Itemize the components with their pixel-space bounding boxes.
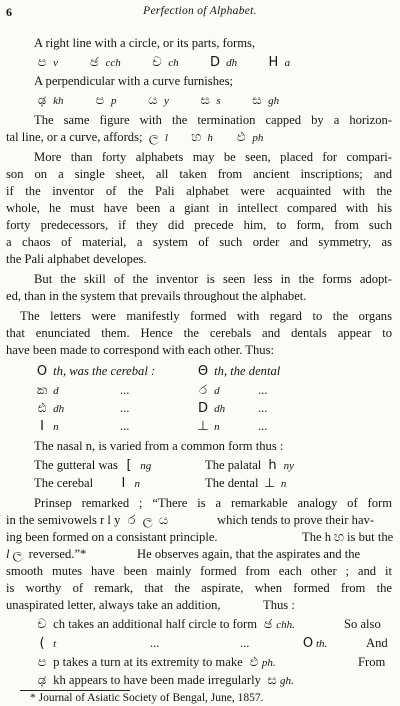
table1-row2-left [34,383,59,399]
table1-row1-right [195,364,280,379]
dental-line [205,476,286,492]
cerebal-n-label: n [53,421,59,433]
translit-l: l [164,132,168,144]
glyph-row-2 [34,93,279,109]
translit-a: a [284,57,291,69]
table1-row4-right [195,419,220,435]
translit-p: p [111,95,117,107]
cerebal-label: The cerebal [34,476,94,490]
glyph-gh: ස [252,93,262,108]
table1-row2-right [195,383,220,399]
glyph-t: ( [39,636,45,651]
translit-chh: chh. [276,619,295,631]
dots-r2a: ... [120,383,130,397]
translit-dental-n: n [280,478,287,490]
semivowels-text: in the semivowels r l y [6,513,121,527]
translit-ny: ny [283,460,294,472]
p1-line-5: forty predecessors, if they did precede him, to form, from such [6,218,392,232]
example-2-tail: And [366,636,388,650]
glyph-h: හ [191,130,202,145]
glyph-ng: [ [126,458,132,473]
example-3 [34,655,276,671]
p4-line-6: is worthy of remark, that the aspirate, when formed from the [6,581,392,595]
translit-ph2: ph. [261,657,276,669]
glyph-cch: ඡ [89,55,99,70]
p4-line-4a [6,547,86,562]
glyph-cerebal-n: I [40,419,44,434]
translit-dh: dh [226,57,238,69]
palatal-label: The palatal [205,458,262,472]
cerebal-line [34,476,140,492]
p1-line-7: the Pali alphabet developes. [6,252,147,266]
example-4 [34,673,294,689]
glyph-h2: හ [333,530,345,545]
p4-line-3a: ing been formed on a consistant principle. [6,530,218,544]
glyph-ch2: ච [37,617,47,632]
glyph-gh2: ස [267,673,277,688]
dental-dh-label: dh [214,403,226,415]
dots-r3a: ... [120,401,130,415]
table1-row3-right [195,401,225,417]
translit-cch: cch [105,57,121,69]
is-but-the-text: is but the [347,530,394,544]
glyph-v: ප [37,55,47,70]
dots-q2a: ... [150,636,160,650]
glyph-dental-n: ⊥ [197,419,209,434]
dental-d-label: d [214,385,220,397]
glyph-ph2: ඵ [249,655,259,670]
cerebal-th-label: th, was the cerebal : [53,364,156,378]
glyph-y: ය [148,93,158,108]
p4-line-7a: unaspirated letter, always take an addition, [6,598,221,612]
glyph-ch: ච [152,55,162,70]
p1-line-1: More than forty alphabets may be seen, placed for compari- [34,150,392,164]
glyph-chh: ඡ [263,617,273,632]
translit-t: t [53,638,57,650]
the-h-text: The h [302,530,332,544]
p4-line-7b: Thus : [263,598,295,612]
glyph-dh: D [209,55,220,70]
translit-kh: kh [53,95,64,107]
translit-h: h [207,132,213,144]
translit-ch: ch [168,57,179,69]
p3-line-2: that enunciated them. Hence the cerebals and dentals appear to [6,326,392,340]
reversed-text: reversed.”* [28,547,87,561]
gutteral-line [34,458,151,474]
p1-line-3: if the inventor of the Pali alphabet were acquainted with the [6,184,392,198]
glyph-dental-th: Θ [197,364,209,379]
p4-line-4b: He observes again, that the aspirates and the [137,547,361,561]
line-3: A perpendicular with a curve furnishes; [34,74,233,88]
p4-line-2b: which tends to prove their hav- [217,513,375,527]
glyph-l3: ල [12,547,23,562]
glyph-ph: ඵ [236,130,246,145]
dots-r4a: ... [120,419,130,433]
line-6 [6,130,263,146]
glyph-kh2: ಢ [37,673,47,688]
p1-line-4: whole, he must have been a giant in intellect compared with his [6,201,392,215]
glyph-s: ස [200,93,210,108]
translit-gh2: gh. [280,675,294,687]
example-4-text: kh appears to have been made irregularly [53,673,261,687]
dots-r4b: ... [258,419,268,433]
glyph-r: ර [127,513,136,528]
example-3-text: p takes a turn at its extremity to make [53,655,243,669]
p3-line-3: have been made to correspond with each other. Thus: [6,343,274,357]
table1-row3-left [34,401,64,417]
glyph-dental-dh: D [197,401,208,416]
p2-line-2: ed, than in the system that prevails throughout the alphabet. [6,289,307,303]
dots-r3b: ... [258,401,268,415]
nasal-line: The nasal n, is varied from a common form thus : [34,439,284,453]
glyph-ny: h [268,458,277,473]
glyph-dental-d: ර [199,383,207,398]
p2-line-1: But the skill of the inventor is seen less in the forms adopt- [34,272,392,286]
translit-gh: gh [268,95,280,107]
footnote: * Journal of Asiatic Society of Bengal, June, 1857. [30,692,264,704]
translit-y: y [163,95,169,107]
glyph-cerebal-n2: I [121,476,126,491]
glyph-p: ප [95,93,105,108]
glyph-dental-n2: ⊥ [263,476,276,491]
translit-ph: ph [252,132,264,144]
running-title: Perfection of Alphabet. [143,5,257,17]
glyph-cerebal-th: O [36,364,48,379]
cerebal-d-label: d [53,385,59,397]
cerebal-dh-label: dh [53,403,65,415]
dots-q2b: ... [240,636,250,650]
palatal-line [205,458,294,474]
example-1-text: ch takes an additional half circle to form [53,617,258,631]
l-letter: l [6,547,10,561]
line-1: A right line with a circle, or its parts, forms, [34,36,256,50]
gutteral-label: The gutteral was [34,458,118,472]
p1-line-2: son on a single sheet, all taken from ancient inscriptions; and [6,167,392,181]
example-2-right [300,636,327,652]
example-1 [34,617,295,633]
p3-line-1: The letters were manifestly formed with regard to the organs [20,309,392,323]
translit-ng: ng [140,460,152,472]
glyph-y2: ය [158,513,169,528]
glyph-kh: ಢ [37,93,47,108]
table1-row4-left [34,419,59,435]
glyph-a: H [268,55,279,70]
line-5: The same figure with the termination capped by a horizon- [34,113,392,127]
line-6-text: tal line, or a curve, affords; [6,130,143,144]
dots-r2b: ... [258,383,268,397]
translit-cerebal-n: n [134,478,141,490]
p4-line-5: smooth mutes have been mainly formed from each other ; and it [6,564,392,578]
p1-line-6: a chaos of material, a system of such order and symmetry, as [6,235,392,249]
glyph-cerebal-d: ක [36,383,48,398]
page-number: 6 [6,5,12,19]
dental-n-label: n [214,421,220,433]
example-1-tail: So also [344,617,381,631]
translit-v: v [53,57,59,69]
p4-line-2a [6,513,172,528]
glyph-row-1 [34,55,290,71]
p4-line-1: Prinsep remarked ; “There is a remarkable analogy of form [34,496,392,510]
glyph-l: ල [148,130,159,145]
glyph-cerebal-dh: ඪ [37,401,47,416]
example-2 [34,636,56,652]
p4-line-3b [302,530,393,545]
example-3-tail: From [358,655,386,669]
glyph-th: O [302,636,314,651]
glyph-l2: ල [142,513,153,528]
dental-label: The dental [205,476,259,490]
translit-th: th. [316,638,328,650]
glyph-p2: ප [37,655,47,670]
translit-s: s [216,95,221,107]
table1-row1-left [34,364,155,379]
dental-th-label: th, the dental [214,364,281,378]
